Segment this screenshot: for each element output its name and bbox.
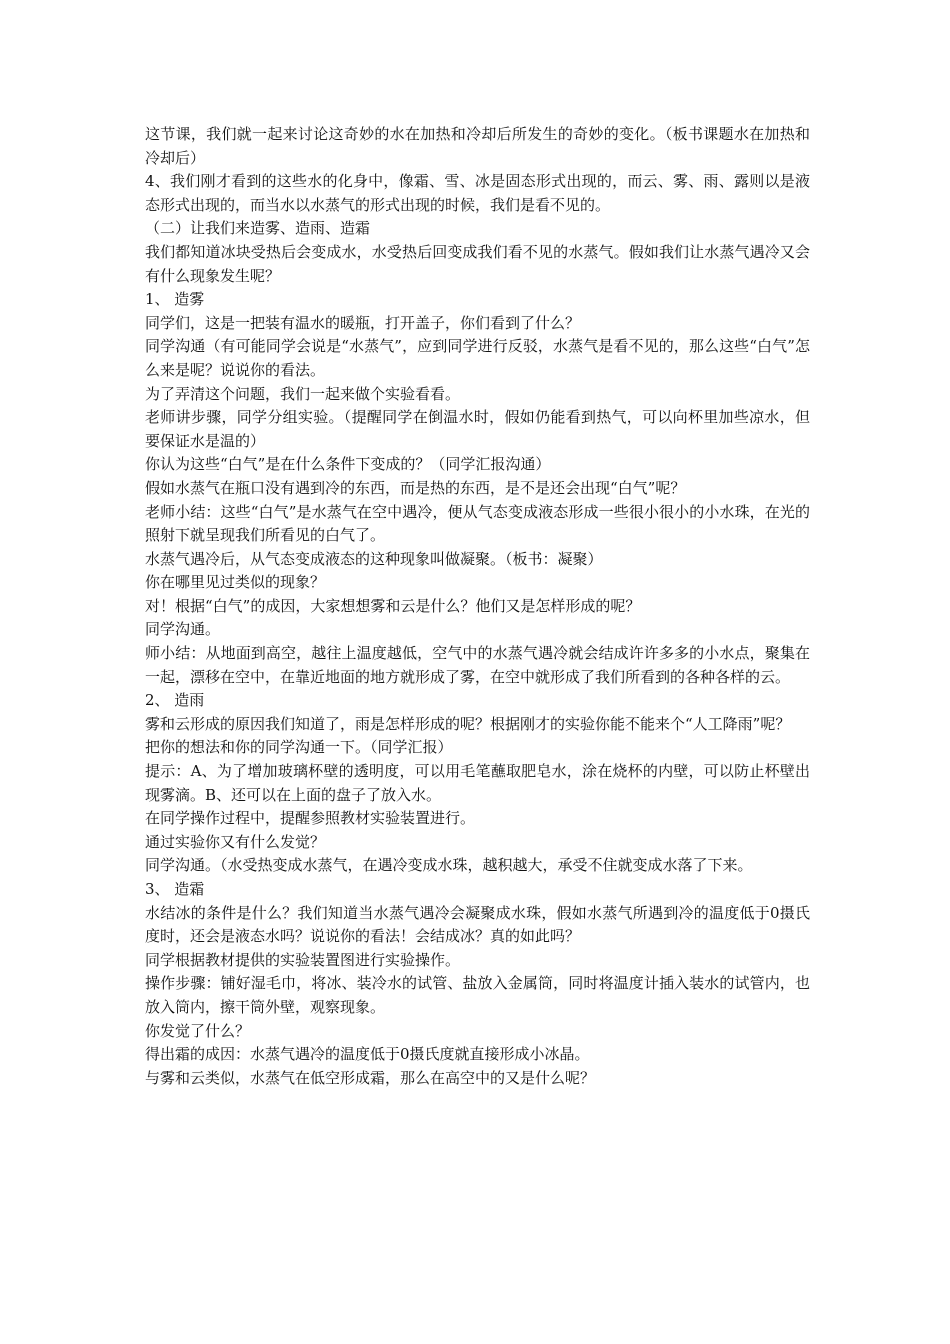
subheading-rain: 2、 造雨 [145, 691, 205, 710]
section-heading-2: （二）让我们来造雾、造雨、造霜 [145, 219, 371, 238]
paragraph: 操作步骤：铺好湿毛巾，将冰、装冷水的试管、盐放入金属筒，同时将温度计插入装水的试管内，也放入筒内，擦干筒外壁，观察现象。 [145, 974, 810, 1016]
paragraph: 你发觉了什么？ [145, 1021, 251, 1040]
subheading-fog: 1、 造雾 [145, 290, 205, 309]
paragraph: 水蒸气遇冷后，从气态变成液态的这种现象叫做凝聚。（板书：凝聚） [145, 549, 603, 568]
paragraph: 为了弄清这个问题，我们一起来做个实验看看。 [145, 384, 461, 403]
paragraph: 水结冰的条件是什么？我们知道当水蒸气遇冷会凝聚成水珠，假如水蒸气所遇到冷的温度低于0摄氏度时，还会是液态水吗？说说你的看法！会结成冰？真的如此吗？ [145, 903, 810, 946]
paragraph: 在同学操作过程中，提醒参照教材实验装置进行。 [145, 809, 476, 828]
paragraph: 老师小结：这些“白气”是水蒸气在空中遇冷，便从气态变成液态形成一些很小很小的小水珠，在光的照射下就呈现我们所看见的白气了。 [145, 502, 810, 545]
paragraph: 把你的想法和你的同学沟通一下。（同学汇报） [145, 738, 453, 757]
paragraph: 同学沟通。 [145, 620, 221, 639]
paragraph: 同学沟通。（水受热变成水蒸气，在遇冷变成水珠，越积越大，承受不住就变成水落了下来。 [145, 856, 753, 875]
subheading-frost: 3、 造霜 [145, 880, 205, 898]
paragraph: 假如水蒸气在瓶口没有遇到冷的东西，而是热的东西，是不是还会出现“白气”呢？ [145, 478, 686, 497]
paragraph-intro: 这节课，我们就一起来讨论这奇妙的水在加热和冷却后所发生的奇妙的变化。（板书课题水在加热和冷却后） [145, 125, 810, 167]
document-body [145, 123, 810, 1090]
paragraph: 与雾和云类似，水蒸气在低空形成霜，那么在高空中的又是什么呢？ [145, 1068, 596, 1087]
paragraph-question: 我们都知道冰块受热后会变成水，水受热后回变成我们看不见的水蒸气。假如我们让水蒸气遇冷又会有什么现象发生呢？ [145, 242, 810, 285]
paragraph: 你认为这些“白气”是在什么条件下变成的？（同学汇报沟通） [145, 455, 551, 474]
paragraph: 得出霜的成因：水蒸气遇冷的温度低于0摄氏度就直接形成小冰晶。 [145, 1045, 590, 1064]
paragraph: 对！根据“白气”的成因，大家想想雾和云是什么？他们又是怎样形成的呢？ [145, 596, 641, 615]
paragraph: 师小结：从地面到高空，越往上温度越低，空气中的水蒸气遇冷就会结成许许多多的小水点，聚集在一起，漂移在空中，在靠近地面的地方就形成了雾，在空中就形成了我们所看到的各种各样的云。 [145, 644, 810, 686]
paragraph: 同学们，这是一把装有温水的暖瓶，打开盖子，你们看到了什么？ [145, 313, 581, 332]
paragraph: 通过实验你又有什么发觉？ [145, 832, 326, 851]
paragraph: 提示：A、为了增加玻璃杯壁的透明度，可以用毛笔蘸取肥皂水，涂在烧杯的内壁，可以防止杯壁出现雾滴。B、还可以在上面的盘子了放入水。 [145, 762, 810, 804]
paragraph: 你在哪里见过类似的现象？ [145, 573, 326, 592]
paragraph: 老师讲步骤，同学分组实验。（提醒同学在倒温水时，假如仍能看到热气，可以向杯里加些凉水，但要保证水是温的） [145, 408, 810, 450]
paragraph: 同学沟通（有可能同学会说是“水蒸气”，应到同学进行反驳，水蒸气是看不见的，那么这些“白气”怎么来是呢？说说你的看法。 [145, 337, 810, 379]
paragraph: 同学根据教材提供的实验装置图进行实验操作。 [145, 950, 461, 969]
paragraph: 雾和云形成的原因我们知道了，雨是怎样形成的呢？根据刚才的实验你能不能来个“人工降雨”呢？ [145, 714, 791, 733]
paragraph-water-forms: 4、我们刚才看到的这些水的化身中，像霜、雪、冰是固态形式出现的，而云、雾、雨、露则以是液态形式出现的，而当水以水蒸气的形式出现的时候，我们是看不见的。 [145, 172, 810, 214]
